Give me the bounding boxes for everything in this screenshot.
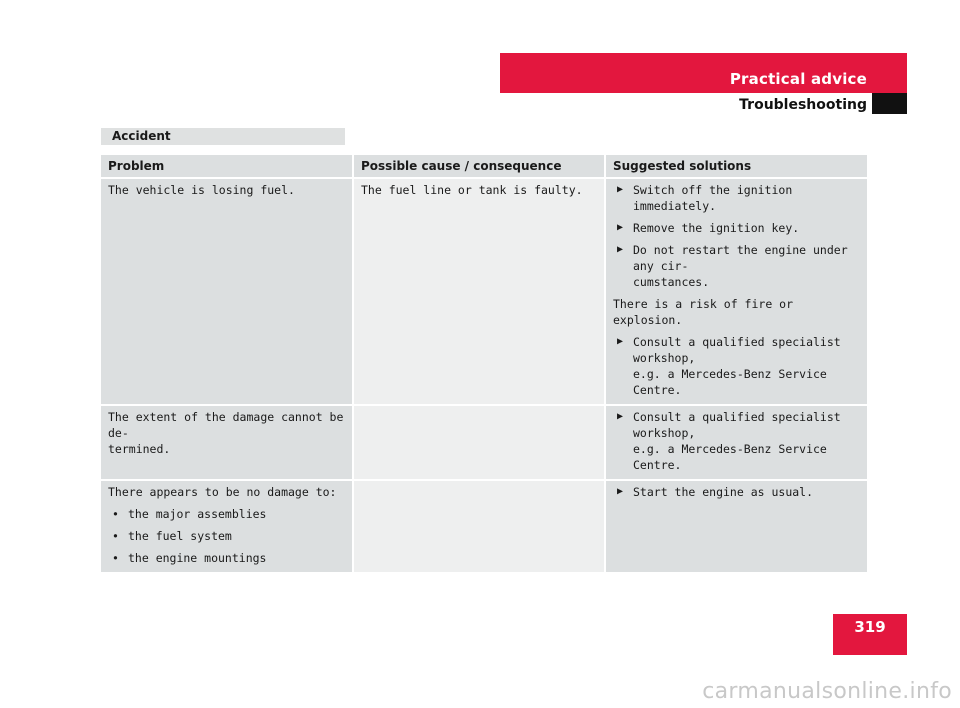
solution-step [613,409,860,473]
table-row [101,179,867,404]
step-text: Consult a qualified specialist workshop, [633,410,841,440]
cause-cell [354,179,604,404]
note-text: There is a risk of fire or explosion. [613,297,794,327]
watermark: carmanualsonline.info [702,679,952,704]
cause-text: The fuel line or tank is faulty. [361,183,583,197]
list-item [108,506,345,522]
section-title: Accident [112,129,171,143]
solutions-cell [606,179,867,404]
play-arrow-icon: ▶ [617,184,624,195]
list-item [108,550,345,566]
play-arrow-icon: ▶ [617,336,624,347]
solution-step [613,484,860,500]
step-text: e.g. a Mercedes-Benz Service Centre. [633,367,827,397]
column-header-problem: Problem [101,155,352,177]
solutions-cell [606,406,867,479]
list-item [108,528,345,544]
play-arrow-icon: ▶ [617,411,624,422]
step-text: cumstances. [633,275,710,289]
problem-text: There appears to be no damage to: [108,485,337,499]
play-arrow-icon: ▶ [617,486,624,497]
warning-text [613,296,860,328]
bullet-dot-icon: • [112,529,119,543]
play-arrow-icon: ▶ [617,244,624,255]
step-text: Start the engine as usual. [633,485,814,499]
step-text: Remove the ignition key. [633,221,800,235]
solutions-cell [606,481,867,572]
table-row [101,406,867,479]
bullet-text: the major assemblies [128,507,267,521]
problem-text: termined. [108,442,171,456]
step-text: e.g. a Mercedes-Benz Service Centre. [633,442,827,472]
problem-cell [101,406,352,479]
header-marker-block [872,93,907,114]
column-header-cause: Possible cause / consequence [354,155,604,177]
page-number: 319 [854,618,886,636]
step-text: Consult a qualified specialist workshop, [633,335,841,365]
step-text: Do not restart the engine under any cir- [633,243,848,273]
solution-step [613,182,860,214]
column-header-solutions: Suggested solutions [606,155,867,177]
header-section-title: Practical advice [729,70,867,88]
bullet-text: the fuel system [128,529,232,543]
table-header-row [101,155,867,177]
bullet-dot-icon: • [112,507,119,521]
problem-cell [101,179,352,404]
problem-intro [108,484,345,500]
problem-text: The vehicle is losing fuel. [108,183,295,197]
problem-text: The extent of the damage cannot be de- [108,410,344,440]
bullet-dot-icon: • [112,551,119,565]
cause-cell [354,406,604,479]
problem-cell [101,481,352,572]
cause-cell [354,481,604,572]
solution-step [613,220,860,236]
header-subsection-title: Troubleshooting [739,97,867,113]
step-text: Switch off the ignition immediately. [633,183,793,213]
troubleshooting-table [99,153,869,574]
solution-step [613,242,860,290]
bullet-text: the engine mountings [128,551,267,565]
section-title-bar [101,128,345,145]
play-arrow-icon: ▶ [617,222,624,233]
solution-step [613,334,860,398]
table-row [101,481,867,572]
